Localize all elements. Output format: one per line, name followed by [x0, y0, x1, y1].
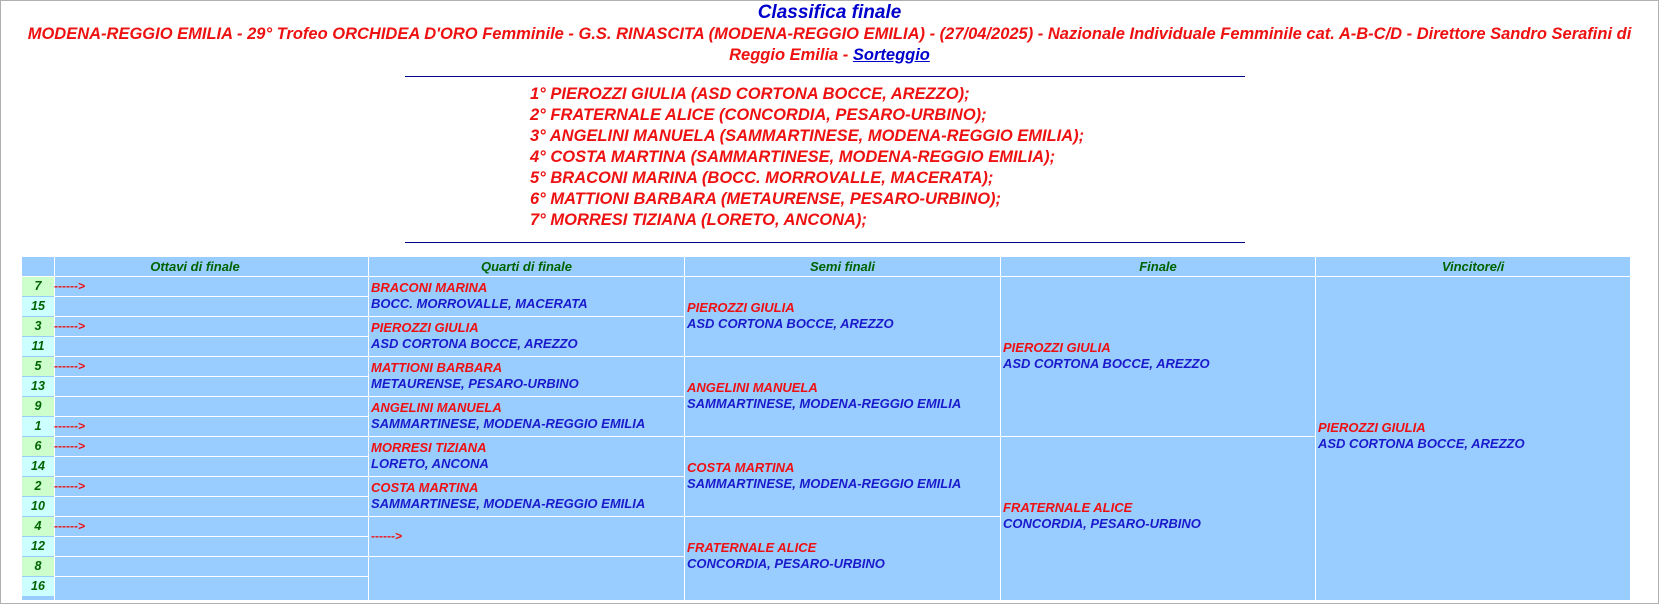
row-divider: [369, 436, 684, 437]
quarterfinal-club: BOCC. MORROVALLE, MACERATA: [371, 296, 588, 311]
event-description: [10, 24, 1649, 66]
row-divider: [685, 436, 1000, 437]
column-divider: [368, 257, 369, 600]
row-divider: [369, 516, 684, 517]
row-divider: [55, 516, 368, 517]
column-divider: [1000, 257, 1001, 600]
row-divider: [55, 296, 368, 297]
row-divider: [369, 556, 684, 557]
seed-cell: 10: [22, 497, 54, 516]
advance-arrow: ------>: [54, 419, 85, 433]
row-divider: [55, 396, 368, 397]
header-round-of-16: Ottavi di finale: [22, 257, 368, 276]
row-divider: [55, 556, 368, 557]
seed-cell: 15: [22, 297, 54, 316]
seed-cell: 1: [22, 417, 54, 436]
seed-cell: 2: [22, 477, 54, 496]
quarterfinal-club: METAURENSE, PESARO-URBINO: [371, 376, 579, 391]
seed-cell: 12: [22, 537, 54, 556]
advance-arrow: ------>: [54, 319, 85, 333]
semifinal-club: SAMMARTINESE, MODENA-REGGIO EMILIA: [687, 396, 962, 411]
seed-cell: 9: [22, 397, 54, 416]
row-divider: [55, 576, 368, 577]
seed-cell: 16: [22, 577, 54, 596]
row-divider: [55, 376, 368, 377]
header-winner: Vincitore/i: [1316, 257, 1630, 276]
row-divider: [55, 476, 368, 477]
row-divider: [369, 356, 684, 357]
semifinal-club: CONCORDIA, PESARO-URBINO: [687, 556, 885, 571]
quarterfinal-club: LORETO, ANCONA: [371, 456, 489, 471]
quarterfinal-player: BRACONI MARINA: [371, 280, 488, 295]
row-divider: [55, 496, 368, 497]
seed-cell: 13: [22, 377, 54, 396]
quarterfinal-club: SAMMARTINESE, MODENA-REGGIO EMILIA: [371, 496, 646, 511]
ranking-item: 7° MORRESI TIZIANA (LORETO, ANCONA);: [530, 211, 867, 229]
row-divider: [685, 356, 1000, 357]
column-divider: [684, 257, 685, 600]
quarterfinal-player: PIEROZZI GIULIA: [371, 320, 479, 335]
quarterfinal-player: COSTA MARTINA: [371, 480, 479, 495]
seed-cell: 5: [22, 357, 54, 376]
advance-arrow: ------>: [371, 529, 402, 543]
event-description-text: MODENA-REGGIO EMILIA - 29° Trofeo ORCHIDEA D'ORO Femminile - G.S. RINASCITA (MODENA-REGGIO EMILIA) - (27/04/2025) - Nazionale Individuale Femminile cat. A-B-C/D - Direttore Sandro Serafini di Reggio Emilia -: [27, 25, 1632, 64]
seed-cell: 7: [22, 277, 54, 296]
finalist-club: ASD CORTONA BOCCE, AREZZO: [1003, 356, 1210, 371]
quarterfinal-club: SAMMARTINESE, MODENA-REGGIO EMILIA: [371, 416, 646, 431]
semifinal-player: PIEROZZI GIULIA: [687, 300, 795, 315]
page-title: Classifica finale: [757, 2, 902, 23]
semifinal-player: FRATERNALE ALICE: [687, 540, 817, 555]
ranking-item: 4° COSTA MARTINA (SAMMARTINESE, MODENA-REGGIO EMILIA);: [530, 148, 1056, 166]
column-divider: [1315, 257, 1316, 600]
seed-cell: 6: [22, 437, 54, 456]
header-semifinals: Semi finali: [685, 257, 1000, 276]
final-ranking-list: [530, 84, 1084, 231]
row-divider: [1001, 436, 1315, 437]
row-divider: [55, 316, 368, 317]
advance-arrow: ------>: [54, 519, 85, 533]
semifinal-player: COSTA MARTINA: [687, 460, 795, 475]
header-final: Finale: [1001, 257, 1315, 276]
header-quarterfinals: Quarti di finale: [369, 257, 684, 276]
seed-cell: 3: [22, 317, 54, 336]
seed-cell: 8: [22, 557, 54, 576]
row-divider: [55, 456, 368, 457]
advance-arrow: ------>: [54, 359, 85, 373]
row-divider: [369, 316, 684, 317]
winner-club: ASD CORTONA BOCCE, AREZZO: [1318, 436, 1525, 451]
quarterfinal-player: MORRESI TIZIANA: [371, 440, 487, 455]
row-divider: [55, 536, 368, 537]
semifinal-club: SAMMARTINESE, MODENA-REGGIO EMILIA: [687, 476, 962, 491]
row-divider: [369, 396, 684, 397]
semifinal-player: ANGELINI MANUELA: [687, 380, 818, 395]
draw-link[interactable]: Sorteggio: [852, 46, 930, 64]
divider-top: [405, 76, 1245, 77]
tournament-bracket: [22, 257, 1630, 600]
ranking-item: 1° PIEROZZI GIULIA (ASD CORTONA BOCCE, AREZZO);: [530, 85, 970, 103]
finalist-club: CONCORDIA, PESARO-URBINO: [1003, 516, 1201, 531]
quarterfinal-player: ANGELINI MANUELA: [371, 400, 502, 415]
advance-arrow: ------>: [54, 279, 85, 293]
semifinal-club: ASD CORTONA BOCCE, AREZZO: [687, 316, 894, 331]
header-divider: [22, 276, 1630, 277]
seed-cell: 11: [22, 337, 54, 356]
quarterfinal-club: ASD CORTONA BOCCE, AREZZO: [371, 336, 578, 351]
quarterfinal-player: MATTIONI BARBARA: [371, 360, 503, 375]
ranking-item: 2° FRATERNALE ALICE (CONCORDIA, PESARO-URBINO);: [530, 106, 987, 124]
advance-arrow: ------>: [54, 479, 85, 493]
row-divider: [55, 336, 368, 337]
finalist-player: FRATERNALE ALICE: [1003, 500, 1133, 515]
winner-player: PIEROZZI GIULIA: [1318, 420, 1426, 435]
ranking-item: 3° ANGELINI MANUELA (SAMMARTINESE, MODENA-REGGIO EMILIA);: [530, 127, 1085, 145]
row-divider: [685, 516, 1000, 517]
row-divider: [55, 436, 368, 437]
finalist-player: PIEROZZI GIULIA: [1003, 340, 1111, 355]
seed-cell: 4: [22, 517, 54, 536]
row-divider: [55, 416, 368, 417]
advance-arrow: ------>: [54, 439, 85, 453]
row-divider: [55, 356, 368, 357]
divider-bottom: [405, 242, 1245, 243]
ranking-item: 6° MATTIONI BARBARA (METAURENSE, PESARO-URBINO);: [530, 190, 1002, 208]
seed-cell: 14: [22, 457, 54, 476]
row-divider: [369, 476, 684, 477]
ranking-item: 5° BRACONI MARINA (BOCC. MORROVALLE, MACERATA);: [530, 169, 994, 187]
